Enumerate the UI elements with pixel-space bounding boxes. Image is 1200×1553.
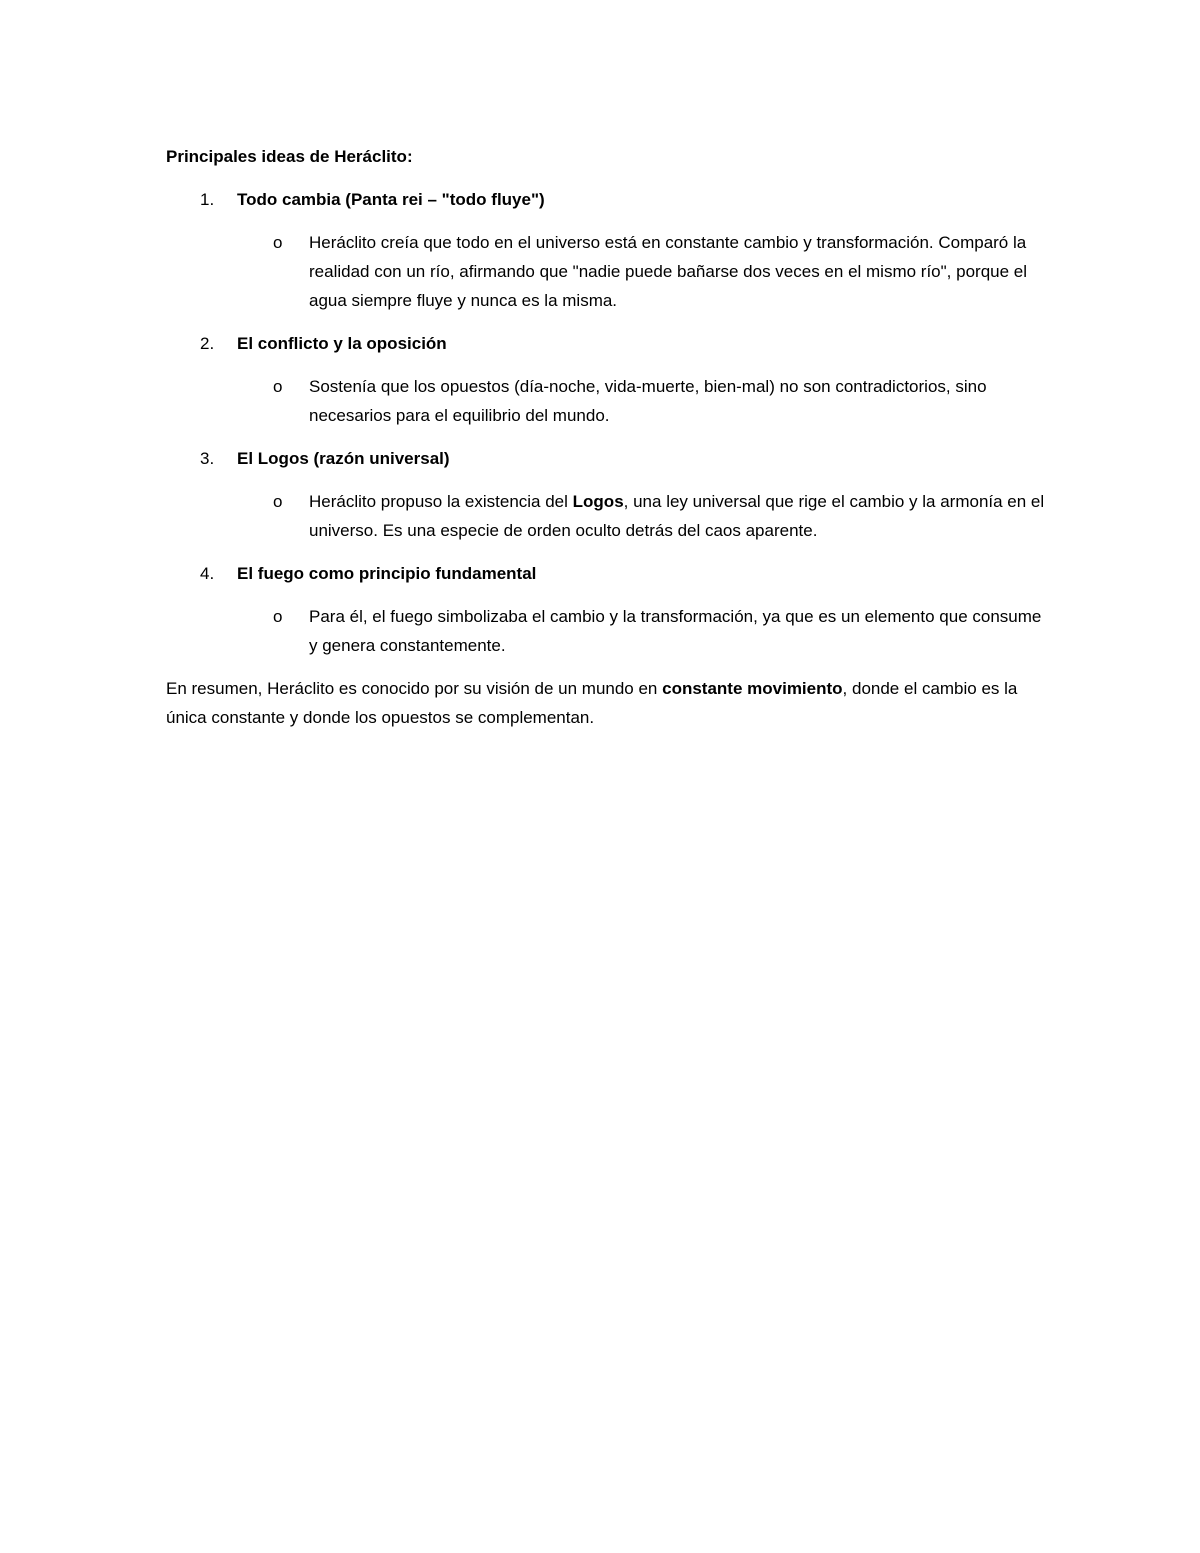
document-body <box>166 142 1046 732</box>
list-item-title: El conflicto y la oposición <box>237 334 447 353</box>
sub-bullet <box>166 487 1046 545</box>
list-item-title: Todo cambia (Panta rei – "todo fluye") <box>237 190 545 209</box>
list-item-number: 2. <box>200 334 215 353</box>
list-item-heading <box>166 185 1046 214</box>
sub-bullet-text-end: , una ley universal que rige el cambio y la armonía en el universo. Es una especie de orden oculto detrás del caos aparente. <box>309 492 1045 540</box>
bullet-marker: o <box>273 377 283 396</box>
sub-bullet-text-start: Heráclito propuso la existencia del <box>309 492 573 511</box>
list-item-number: 4. <box>200 564 215 583</box>
list-item <box>166 444 1046 545</box>
document-heading: Principales ideas de Heráclito: <box>166 147 413 166</box>
list-item-title: El fuego como principio fundamental <box>237 564 537 583</box>
sub-bullet <box>166 372 1046 430</box>
sub-bullet <box>166 228 1046 315</box>
sub-bullet-text: Para él, el fuego simbolizaba el cambio y la transformación, ya que es un elemento que consume y genera constantemente. <box>309 607 1042 655</box>
list-item-heading <box>166 559 1046 588</box>
summary-paragraph <box>166 674 1046 732</box>
list-item-number: 3. <box>200 449 215 468</box>
list-item <box>166 559 1046 660</box>
bullet-marker: o <box>273 233 283 252</box>
summary-text-start: En resumen, Heráclito es conocido por su visión de un mundo en <box>166 679 663 698</box>
sub-bullet-text: Heráclito creía que todo en el universo está en constante cambio y transformación. Comparó la realidad con un río, afirmando que "nadie puede bañarse dos veces en el mismo río", porque el agua siempre fluye y nunca es la misma. <box>309 233 1028 310</box>
bullet-marker: o <box>273 492 283 511</box>
summary-text-end: , donde el cambio es la única constante y donde los opuestos se complementan. <box>166 679 1018 727</box>
list-item-heading <box>166 329 1046 358</box>
sub-bullet <box>166 602 1046 660</box>
list-item-heading <box>166 444 1046 473</box>
list-item <box>166 329 1046 430</box>
sub-bullet-bold-term: Logos <box>572 492 624 511</box>
list-item-number: 1. <box>200 190 215 209</box>
sub-bullet-text: Sostenía que los opuestos (día-noche, vida-muerte, bien-mal) no son contradictorios, sino necesarios para el equilibrio del mundo. <box>309 377 987 425</box>
list-item-title: El Logos (razón universal) <box>237 449 450 468</box>
bullet-marker: o <box>273 607 283 626</box>
summary-bold-phrase: constante movimiento <box>662 679 843 698</box>
list-item <box>166 185 1046 315</box>
